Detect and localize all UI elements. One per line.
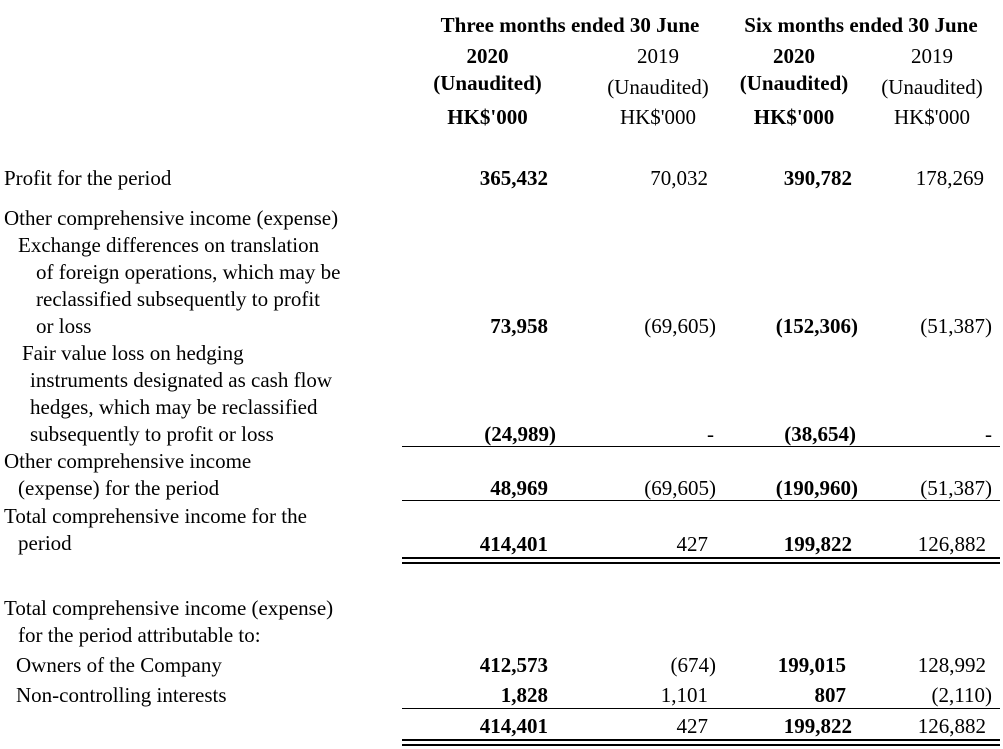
fairvalue-label-line4: subsequently to profit or loss [30, 422, 274, 446]
profit-col2: 70,032 [650, 166, 708, 190]
owners-col3: 199,015 [777, 653, 846, 677]
oci-total-col1: 48,969 [490, 476, 548, 500]
fairvalue-col3: (38,654) [784, 422, 856, 446]
col2-year: 2019 [637, 44, 679, 68]
exchange-col3: (152,306) [775, 314, 858, 338]
fairvalue-label-line2: instruments designated as cash flow [30, 368, 333, 392]
profit-col4: 178,269 [915, 166, 984, 190]
tci-label-line2: period [18, 531, 72, 555]
tci-label-line1: Total comprehensive income for the [4, 504, 307, 528]
tci-col4: 126,882 [917, 532, 986, 556]
fairvalue-col4: - [985, 422, 992, 446]
col3-year: 2020 [773, 44, 815, 68]
col2-audit: (Unaudited) [607, 75, 709, 99]
tci-col2: 427 [676, 532, 708, 556]
exchange-label-line4: or loss [36, 314, 92, 338]
row-label-nci: Non-controlling interests [16, 683, 227, 707]
tci-double-rule [402, 557, 1000, 564]
oci-heading: Other comprehensive income (expense) [4, 206, 339, 230]
oci-total-label-line2: (expense) for the period [18, 476, 220, 500]
fairvalue-label-line3: hedges, which may be reclassified [30, 395, 318, 419]
oci-total-label-line1: Other comprehensive income [4, 449, 252, 473]
profit-col3: 390,782 [783, 166, 852, 190]
attrib-heading-line1: Total comprehensive income (expense) [4, 596, 334, 620]
row-label-owners: Owners of the Company [16, 653, 222, 677]
attrib-heading-line2: for the period attributable to: [18, 623, 261, 647]
col4-audit: (Unaudited) [881, 75, 983, 99]
nci-col4: (2,110) [931, 683, 992, 707]
oci-total-col3: (190,960) [775, 476, 858, 500]
attrib-subtotal-rule [402, 708, 1000, 709]
attrib-double-rule [402, 739, 1000, 746]
attrib-total-col2: 427 [676, 714, 708, 738]
attrib-total-col3: 199,822 [783, 714, 852, 738]
col1-audit: (Unaudited) [433, 71, 542, 95]
fairvalue-label-line1: Fair value loss on hedging [22, 341, 244, 365]
row-label-profit: Profit for the period [4, 166, 172, 190]
tci-col1: 414,401 [479, 532, 548, 556]
nci-col3: 807 [814, 683, 846, 707]
col3-unit: HK$'000 [753, 105, 835, 129]
tci-col3: 199,822 [783, 532, 852, 556]
exchange-label-line1: Exchange differences on translation [18, 233, 320, 257]
oci-total-rule [402, 500, 1000, 501]
exchange-label-line3: reclassified subsequently to profit [36, 287, 321, 311]
owners-col4: 128,992 [917, 653, 986, 677]
exchange-col2: (69,605) [644, 314, 716, 338]
owners-col1: 412,573 [479, 653, 548, 677]
nci-col1: 1,828 [500, 683, 548, 707]
col3-audit: (Unaudited) [739, 71, 849, 95]
six-months-header: Six months ended 30 June [744, 13, 978, 37]
oci-total-col4: (51,387) [920, 476, 992, 500]
fairvalue-col1: (24,989) [484, 422, 556, 446]
col4-year: 2019 [911, 44, 953, 68]
col1-unit: HK$'000 [447, 105, 528, 129]
fairvalue-col2: - [707, 422, 714, 446]
exchange-col4: (51,387) [920, 314, 992, 338]
exchange-col1: 73,958 [490, 314, 548, 338]
attrib-total-col1: 414,401 [479, 714, 548, 738]
profit-col1: 365,432 [479, 166, 548, 190]
col1-year: 2020 [466, 44, 509, 68]
owners-col2: (674) [670, 653, 716, 677]
exchange-label-line2: of foreign operations, which may be [36, 260, 341, 284]
subtotal-rule [402, 446, 1000, 447]
col4-unit: HK$'000 [893, 105, 971, 129]
three-months-header: Three months ended 30 June [440, 13, 700, 37]
attrib-total-col4: 126,882 [917, 714, 986, 738]
nci-col2: 1,101 [660, 683, 708, 707]
oci-total-col2: (69,605) [644, 476, 716, 500]
col2-unit: HK$'000 [619, 105, 697, 129]
